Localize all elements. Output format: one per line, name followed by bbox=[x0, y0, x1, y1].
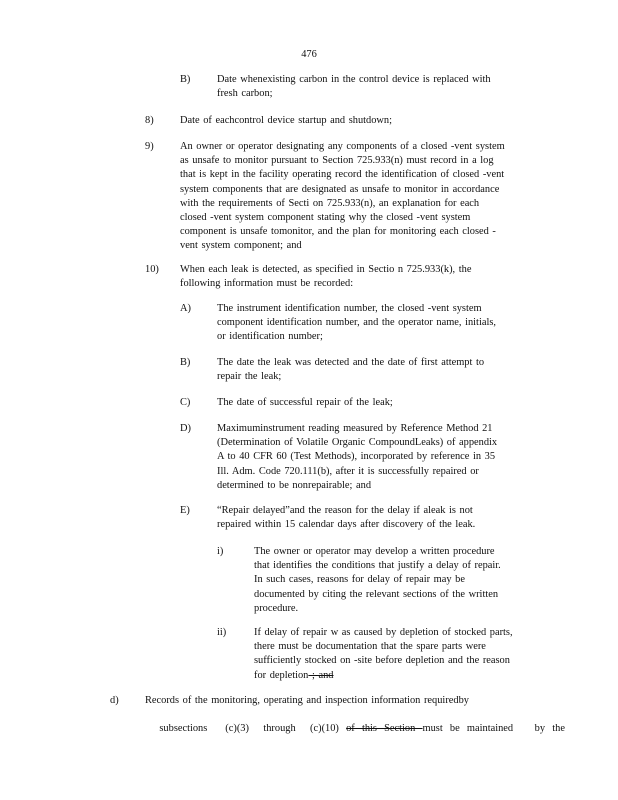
item-label: 10) bbox=[145, 264, 159, 275]
text-line: that identifies the conditions that justify a delay of repair. bbox=[254, 560, 501, 572]
text-line: component is unsafe tomonitor, and the plan for monitoring each closed - bbox=[180, 226, 496, 238]
text-line: with the requirements of Secti on 725.933(n), an explanation for each bbox=[180, 197, 480, 209]
item-text bbox=[180, 263, 505, 291]
item-label: B) bbox=[180, 74, 191, 85]
text-line: procedure. bbox=[254, 602, 299, 614]
text-line: The date the leak was detected and the date of first attempt to bbox=[217, 357, 485, 368]
text-line: Date of eachcontrol device startup and shutdown; bbox=[180, 115, 393, 126]
text-line: vent system component; and bbox=[180, 240, 302, 252]
text-line: there must be documentation that the spare parts were bbox=[254, 641, 486, 653]
text-line-mixed bbox=[145, 708, 565, 751]
item-text bbox=[180, 140, 535, 254]
item-label: i) bbox=[217, 546, 224, 557]
text-line: Date whenexisting carbon in the control device is replaced with bbox=[217, 74, 491, 85]
text-line: component identification number, and the operator name, initials, bbox=[217, 317, 496, 329]
text-line: Ill. Adm. Code 720.111(b), after it is successfully repaired or bbox=[217, 465, 479, 477]
text-line: must be maintained by the bbox=[422, 723, 565, 735]
item-label: D) bbox=[180, 423, 191, 434]
item-label: 8) bbox=[145, 115, 154, 126]
text-line: When each leak is detected, as specified in Sectio n 725.933(k), the bbox=[180, 264, 472, 275]
text-line: (Determination of Volatile Organic CompoundLeaks) of appendix bbox=[217, 437, 498, 449]
item-text bbox=[217, 73, 522, 101]
item-text bbox=[217, 302, 532, 345]
text-line: fresh carbon; bbox=[217, 88, 273, 100]
text-line: repaired within 15 calendar days after discovery of the leak. bbox=[217, 519, 476, 531]
text-line: The instrument identification number, the closed -vent system bbox=[217, 303, 482, 314]
item-text bbox=[217, 396, 517, 410]
text-line: that is kept in the facility operating record the identification of closed -vent bbox=[180, 169, 505, 181]
text-line: documented by citing the relevant sections of the written bbox=[254, 588, 499, 600]
text-line: If delay of repair w as caused by depletion of stocked parts, bbox=[254, 627, 513, 638]
item-label: d) bbox=[110, 695, 119, 706]
item-label: 9) bbox=[145, 141, 154, 152]
text-line: An owner or operator designating any components of a closed -vent system bbox=[180, 141, 505, 152]
item-label: ii) bbox=[217, 627, 227, 638]
item-text bbox=[217, 422, 537, 493]
text-line: system components that are designated as unsafe to monitor in accordance bbox=[180, 183, 500, 195]
text-line: In such cases, reasons for delay of repair may be bbox=[254, 574, 465, 586]
text-line: sufficiently stocked on -site before depletion and the reason bbox=[254, 655, 510, 667]
text-line-last bbox=[254, 669, 536, 683]
text-line: The owner or operator may develop a written procedure bbox=[254, 546, 495, 557]
text-line: subsections (c)(3) through (c)(10) bbox=[159, 723, 347, 735]
text-line: Records of the monitoring, operating and inspection information requiredby bbox=[145, 695, 469, 706]
item-text bbox=[217, 504, 505, 532]
item-text bbox=[180, 114, 530, 128]
item-text bbox=[145, 694, 565, 751]
item-label: B) bbox=[180, 357, 191, 368]
text-line: as unsafe to monitor pursuant to Section 725.933(n) must record in a log bbox=[180, 155, 494, 167]
struck-text: of this Section bbox=[346, 723, 423, 735]
text-line: for depletion bbox=[254, 669, 309, 681]
text-line: Maximuminstrument reading measured by Reference Method 21 bbox=[217, 423, 493, 434]
text-line: or identification number; bbox=[217, 331, 323, 343]
struck-text: ; and bbox=[308, 669, 334, 681]
text-line: The date of successful repair of the leak; bbox=[217, 397, 393, 408]
item-text bbox=[254, 545, 526, 616]
text-line: A to 40 CFR 60 (Test Methods), incorporated by reference in 35 bbox=[217, 451, 496, 463]
item-label: C) bbox=[180, 397, 191, 408]
text-line: following information must be recorded: bbox=[180, 278, 354, 290]
item-text bbox=[217, 356, 517, 384]
item-text bbox=[254, 626, 536, 683]
text-line: repair the leak; bbox=[217, 371, 282, 383]
text-line: closed -vent system component stating why the closed -vent system bbox=[180, 212, 471, 224]
item-label: A) bbox=[180, 303, 191, 314]
text-line: determined to be nonrepairable; and bbox=[217, 479, 372, 491]
item-label: E) bbox=[180, 505, 190, 516]
page-number: 476 bbox=[301, 49, 317, 60]
text-line: “Repair delayed”and the reason for the delay if aleak is not bbox=[217, 505, 473, 516]
